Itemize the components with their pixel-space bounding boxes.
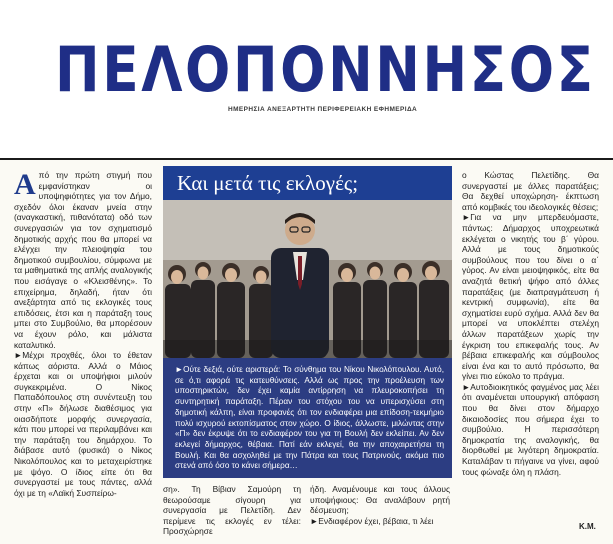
article-column-mid-2: [310, 484, 450, 540]
article-photo-block: [163, 166, 452, 478]
article-column-mid-1: [163, 484, 301, 540]
intro-paragraph: [14, 170, 152, 350]
body-paragraph: ►Για να μην μπερδευόμαστε, πάντως: Δήμαρχος υποχρεωτικά εκλέγεται ο νικητής του β΄ γύρου. Αλλά με τους δημοτικούς συμβούλους που του δίνει ο α΄ γύρος. Αν είναι μειοψηφικός, είτε θα αναζητά θετική ψήφο από άλλες παρατάξεις (με διαπραγμάτευση ή κεντρική συμφωνία), είτε θα σχηματίσει ευρύ σχήμα. Αλλά δεν θα μπορεί να υποκλέπτει στελέχη άλλων παρατάξεων χωρίς την έγκριση του επικεφαλής τους. Αν βέβαια επικεφαλής και σύμβουλος είναι ένα και το αυτό πρόσωπο, θα γίνει πιο εύκολο το πράγμα.: [462, 212, 599, 382]
author-initials: Κ.Μ.: [579, 522, 596, 531]
newspaper-title: ΠΕΛΟΠΟΝΝΗΣΟΣ: [55, 33, 596, 106]
article-column-right: [462, 170, 599, 530]
body-paragraph: ►Μέχρι προχθές, όλοι το έθεταν κάπως αόριστα. Αλλά ο Μάιος έρχεται και οι υποψήφιοι μιλούν συγκεκριμένα. Ο Νίκος Παπαδόπουλος στη συνέντευξη του στην «Π» δήλωσε διαθέσιμος για οιασδήποτε μορφής συνεργασία, κάτι που μπορεί να περιλαμβάνει και την παράταξη του δημάρχου. Το διάβασε αυτό (φυσικά) ο Νίκος Νικολόπουλος και το μεταχειρίστηκε με ψόγο. Ο ίδιος είπε ότι θα συνεργαστεί με τους πάντες, αλλά όχι με τη «Λαϊκή Συσπείρω-: [14, 350, 152, 498]
article-column-left: [14, 170, 152, 530]
crowd-illustration: [163, 200, 452, 358]
intro-text: πό την πρώτη στιγμή που εμφανίστηκαν οι υποψηφιότητες για τον Δήμο, σχεδόν όλοι έκαναν μνεία στην (αναγκαστική, πιθανότατα) οδό των συνεργασιών για τον σχηματισμό δημοτικής αρχής που θα μπορεί να ελέγχει την πλειοψηφία του δημοτικού συμβουλίου, σύμφωνα με τα μαθηματικά της απλής αναλογικής που εισάγαγε ο «Κλεισθένης». Το επιχείρημα, δηλαδή, ήταν ότι ανεξάρτητα από τις εκλογικές τους επιδόσεις, έτσι και η παράταξη τους μπει στο Συμβούλιο, θα μπορέσουν να έχουν ρόλο, και μάλιστα καταλυτικό.: [14, 170, 152, 350]
press-event-photo: [163, 200, 452, 358]
masthead: [0, 0, 613, 158]
article: [0, 158, 613, 544]
photo-caption: ►Ούτε δεξιά, ούτε αριστερά: Το σύνθημα του Νίκου Νικολόπουλου. Αυτό, σε ό,τι αφορά τις κατευθύνσεις. Αλλά ως προς την προέλευση των υποστηρικτών, δεν έχει καμία αντίρρηση να πλευροκοπήσει τη συντηρητική παράταξη. Πέραν του στόχου του να υπερισχύσει στη δημοτική κάλπη, είναι προφανές ότι τον ενδιαφέρει μια επίδοση-τεκμήριο πολύ ισχυρού εκτοπίσματος στον χώρο. Ο ίδιος, άλλωστε, μιλώντας στην «Π» δεν έκρυψε ότι το ενδιαφέρον του για τη Βουλή δεν εκλείπει. Αν δεν εκλεγεί δήμαρχος, θέβαια. Πατί εάν εκλεγεί, θα την αποχαιρετήσει τη Βουλή. Και θα ασχοληθεί με την Πάτρα και τους Πατρινούς, ακόμα πιο στενά από όσο το κάνει σήμερα…: [163, 358, 452, 478]
body-paragraph: ση». Τη Βίβιαν Σαμούρη τη θεωρούσαμε σίγουρη για συνεργασία με Πελετίδη. Δεν περίμενε τις εκλογές εν τέλει: Προσχώρησε: [163, 484, 301, 537]
newspaper-subtitle: ΗΜΕΡΗΣΙΑ ΑΝΕΞΑΡΤΗΤΗ ΠΕΡΙΦΕΡΕΙΑΚΗ ΕΦΗΜΕΡΙΔΑ: [228, 106, 418, 113]
body-paragraph: ►Αυτοδιοικητικός φαγμένος μας λέει ότι αναμένεται υπουργική απόφαση που θα δίνει στον δήμαρχο δικαιοδοσίες που σήμερα έχει το συμβούλιο. Η περισσότερη δημοκρατία της αναλογικής, θα διορθωθεί με λιγότερη δημοκρατία. Καταλάβαν τι πήγαινε να γίνει, αφού τους φώναξε όλη η πλάση.: [462, 381, 599, 477]
body-paragraph: ήδη. Αναμένουμε και τους άλλους υποψήφιους: Θα αναλάβουν ρητή δέσμευση; ►Ενδιαφέρον έχει, βέβαια, τι λέει: [310, 484, 450, 526]
body-paragraph: ο Κώστας Πελετίδης. Θα συνεργαστεί με άλλες παρατάξεις; Θα δεχθεί υποχώρηση- έκπτωση από κομβικές του ιδεολογικές θέσεις;: [462, 170, 599, 212]
article-headline: Και μετά τις εκλογές;: [163, 166, 452, 200]
dropcap: Α: [14, 170, 36, 201]
